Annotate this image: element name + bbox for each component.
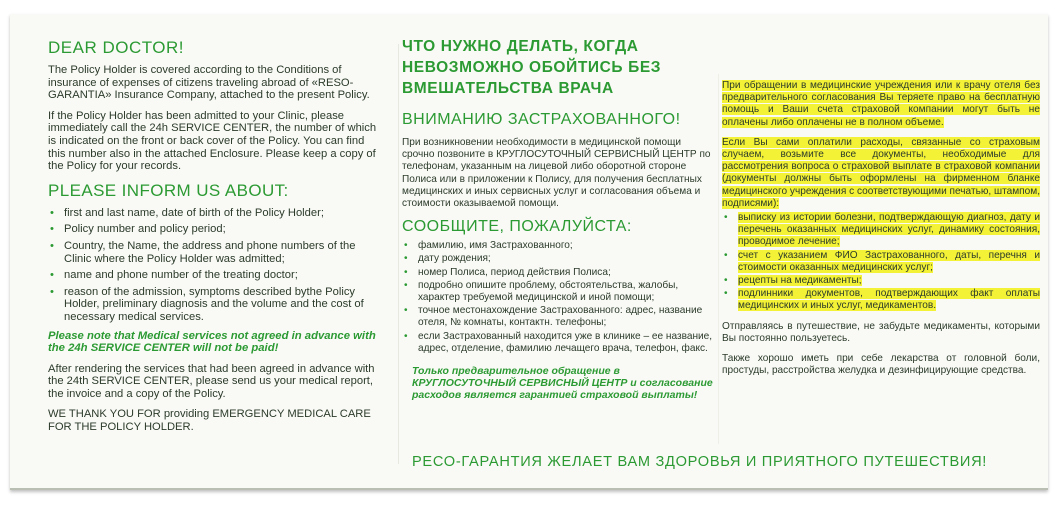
first-aid-advice: Также хорошо иметь при себе лекарства от головной боли, простуды, расстройства желудка и дезинфицирующие средства. bbox=[722, 353, 1040, 377]
bullet-icon: • bbox=[50, 239, 54, 252]
list-item: • дату рождения; bbox=[404, 253, 491, 265]
list-item: • Country, the Name, the address and phone numbers of the Clinic where the Policy Holder was admitted; bbox=[50, 239, 356, 265]
bullet-icon: • bbox=[724, 249, 728, 261]
list-item: • name and phone number of the treating doctor; bbox=[50, 269, 298, 282]
bullet-icon: • bbox=[404, 330, 408, 342]
list-item: • подлинники документов, подтверждающих факт оплаты медицинских и иных услуг, медикаментов. bbox=[724, 288, 1040, 312]
bullet-icon: • bbox=[50, 285, 54, 298]
list-item: • first and last name, date of birth of the Policy Holder; bbox=[50, 206, 324, 219]
policy-coverage-paragraph: The Policy Holder is covered according to the Conditions of insurance of expenses of citizens traveling abroad of «RESO-GARANTIA» Insurance Company, attached to the present Policy. bbox=[48, 64, 370, 102]
self-paid-paragraph bbox=[722, 137, 1040, 210]
bullet-icon: • bbox=[404, 253, 408, 265]
russian-column-payment bbox=[722, 80, 1040, 385]
without-agreement-paragraph bbox=[722, 80, 1040, 129]
report-list bbox=[402, 240, 714, 355]
highlighted-text: Если Вы сами оплатили расходы, связанные со страховым случаем, возьмите все документы, необходимые для рассмотрения вопроса о страховой выплате в страховой компании (документы должны быть оформлены на фирменном бланке медицинского учреждения с соответствующими печатью, штампом, подписями): bbox=[722, 136, 1040, 209]
after-services-paragraph: After rendering the services that had been agreed in advance with the 24th SERVICE CENTER, please send us your medical report, the invoice and a copy of the Policy. bbox=[48, 362, 375, 400]
guarantee-warning: Только предварительное обращение в КРУГЛОСУТОЧНЫЙ СЕРВИСНЫЙ ЦЕНТР и согласование расходов является гарантией страховой выплаты! bbox=[412, 365, 713, 402]
list-item: • если Застрахованный находится уже в клинике – ее название, адрес, отделение, фамилию лечащего врача, телефон, факс. bbox=[404, 330, 713, 354]
list-item: • Policy number and policy period; bbox=[50, 223, 226, 236]
dear-doctor-title: DEAR DOCTOR! bbox=[48, 38, 185, 57]
thank-you-text: WE THANK YOU FOR providing EMERGENCY MEDICAL CARE FOR THE POLICY HOLDER. bbox=[48, 408, 371, 434]
bullet-icon: • bbox=[724, 288, 728, 300]
bullet-icon: • bbox=[404, 266, 408, 278]
russian-column-instructions bbox=[402, 36, 714, 402]
medicines-reminder: Отправляясь в путешествие, не забудьте медикаменты, которыми Вы постоянно пользуетесь. bbox=[722, 320, 1040, 344]
bullet-icon: • bbox=[50, 206, 54, 219]
list-item: • рецепты на медикаменты; bbox=[724, 275, 862, 287]
report-title: СООБЩИТЕ, ПОЖАЛУЙСТА: bbox=[402, 218, 632, 236]
list-item: • счет с указанием ФИО Застрахованного, даты, перечня и стоимости оказанных медицинских услуг; bbox=[724, 249, 1040, 273]
main-title: ЧТО НУЖНО ДЕЛАТЬ, КОГДА НЕВОЗМОЖНО ОБОЙТИСЬ БЕЗ ВМЕШАТЕЛЬСТВА ВРАЧА bbox=[402, 38, 662, 97]
bullet-icon: • bbox=[404, 279, 408, 291]
list-item: • подробно опишите проблему, обстоятельства, жалобы, характер требуемой медицинской и иной помощи; bbox=[404, 279, 679, 304]
bullet-icon: • bbox=[724, 275, 728, 287]
list-item: • reason of the admission, symptoms described bythe Policy Holder, preliminary diagnosis and the volume and the cost of necessary medical services. bbox=[50, 285, 364, 323]
documents-list bbox=[722, 212, 1040, 313]
fold-line bbox=[718, 74, 719, 444]
highlighted-text: При обращении в медицинские учреждения или к врачу отеля без предварительного согласования Вы теряете право на бесплатную помощь и Ваши счета страховой компании могут быть не оплачены либо оплачены не в полном объеме. bbox=[722, 80, 1040, 128]
list-item: • выписку из истории болезни, подтверждающую диагноз, дату и перечень оказанных медицинских услуг, динамику состояния, проводимое лечение; bbox=[724, 212, 1040, 248]
list-item: • номер Полиса, период действия Полиса; bbox=[404, 266, 611, 278]
list-item: • точное местонахождение Застрахованного: адрес, название отеля, № комнаты, контактн. телефоны; bbox=[404, 305, 703, 329]
bullet-icon: • bbox=[404, 305, 408, 317]
farewell-slogan: РЕСО-ГАРАНТИЯ ЖЕЛАЕТ ВАМ ЗДОРОВЬЯ И ПРИЯТНОГО ПУТЕШЕСТВИЯ! bbox=[412, 454, 988, 470]
payment-warning: Please note that Medical services not agreed in advance with the 24h SERVICE CENTER will not be paid! bbox=[48, 329, 376, 355]
english-column bbox=[48, 38, 378, 442]
bullet-icon: • bbox=[50, 223, 54, 236]
bullet-icon: • bbox=[404, 240, 408, 252]
inform-us-title: PLEASE INFORM US ABOUT: bbox=[48, 180, 289, 200]
attention-text: При возникновении необходимости в медицинской помощи срочно позвоните в КРУГЛОСУТОЧНЫЙ СЕРВИСНЫЙ ЦЕНТР по телефонам, указанным на лицевой либо оборотной стороне Полиса или в приложении к Полису, для получения бесплатных медицинских и иных сервисных услуг и согласования объема и стоимости оказываемой помощи. bbox=[402, 137, 711, 210]
inform-list bbox=[48, 207, 378, 324]
leaflet-sheet bbox=[10, 14, 1048, 490]
list-item: • фамилию, имя Застрахованного; bbox=[404, 240, 573, 252]
bullet-icon: • bbox=[50, 269, 54, 282]
bullet-icon: • bbox=[724, 212, 728, 224]
admission-paragraph: If the Policy Holder has been admitted to your Clinic, please immediately call the 24h SERVICE CENTER, the number of which is indicated on the front or back cover of the Policy. You can find this number also in the attached Enclosure. Please keep a copy of the Policy for your records. bbox=[48, 109, 377, 173]
fold-line bbox=[398, 44, 399, 464]
attention-title: ВНИМАНИЮ ЗАСТРАХОВАННОГО! bbox=[402, 111, 681, 128]
